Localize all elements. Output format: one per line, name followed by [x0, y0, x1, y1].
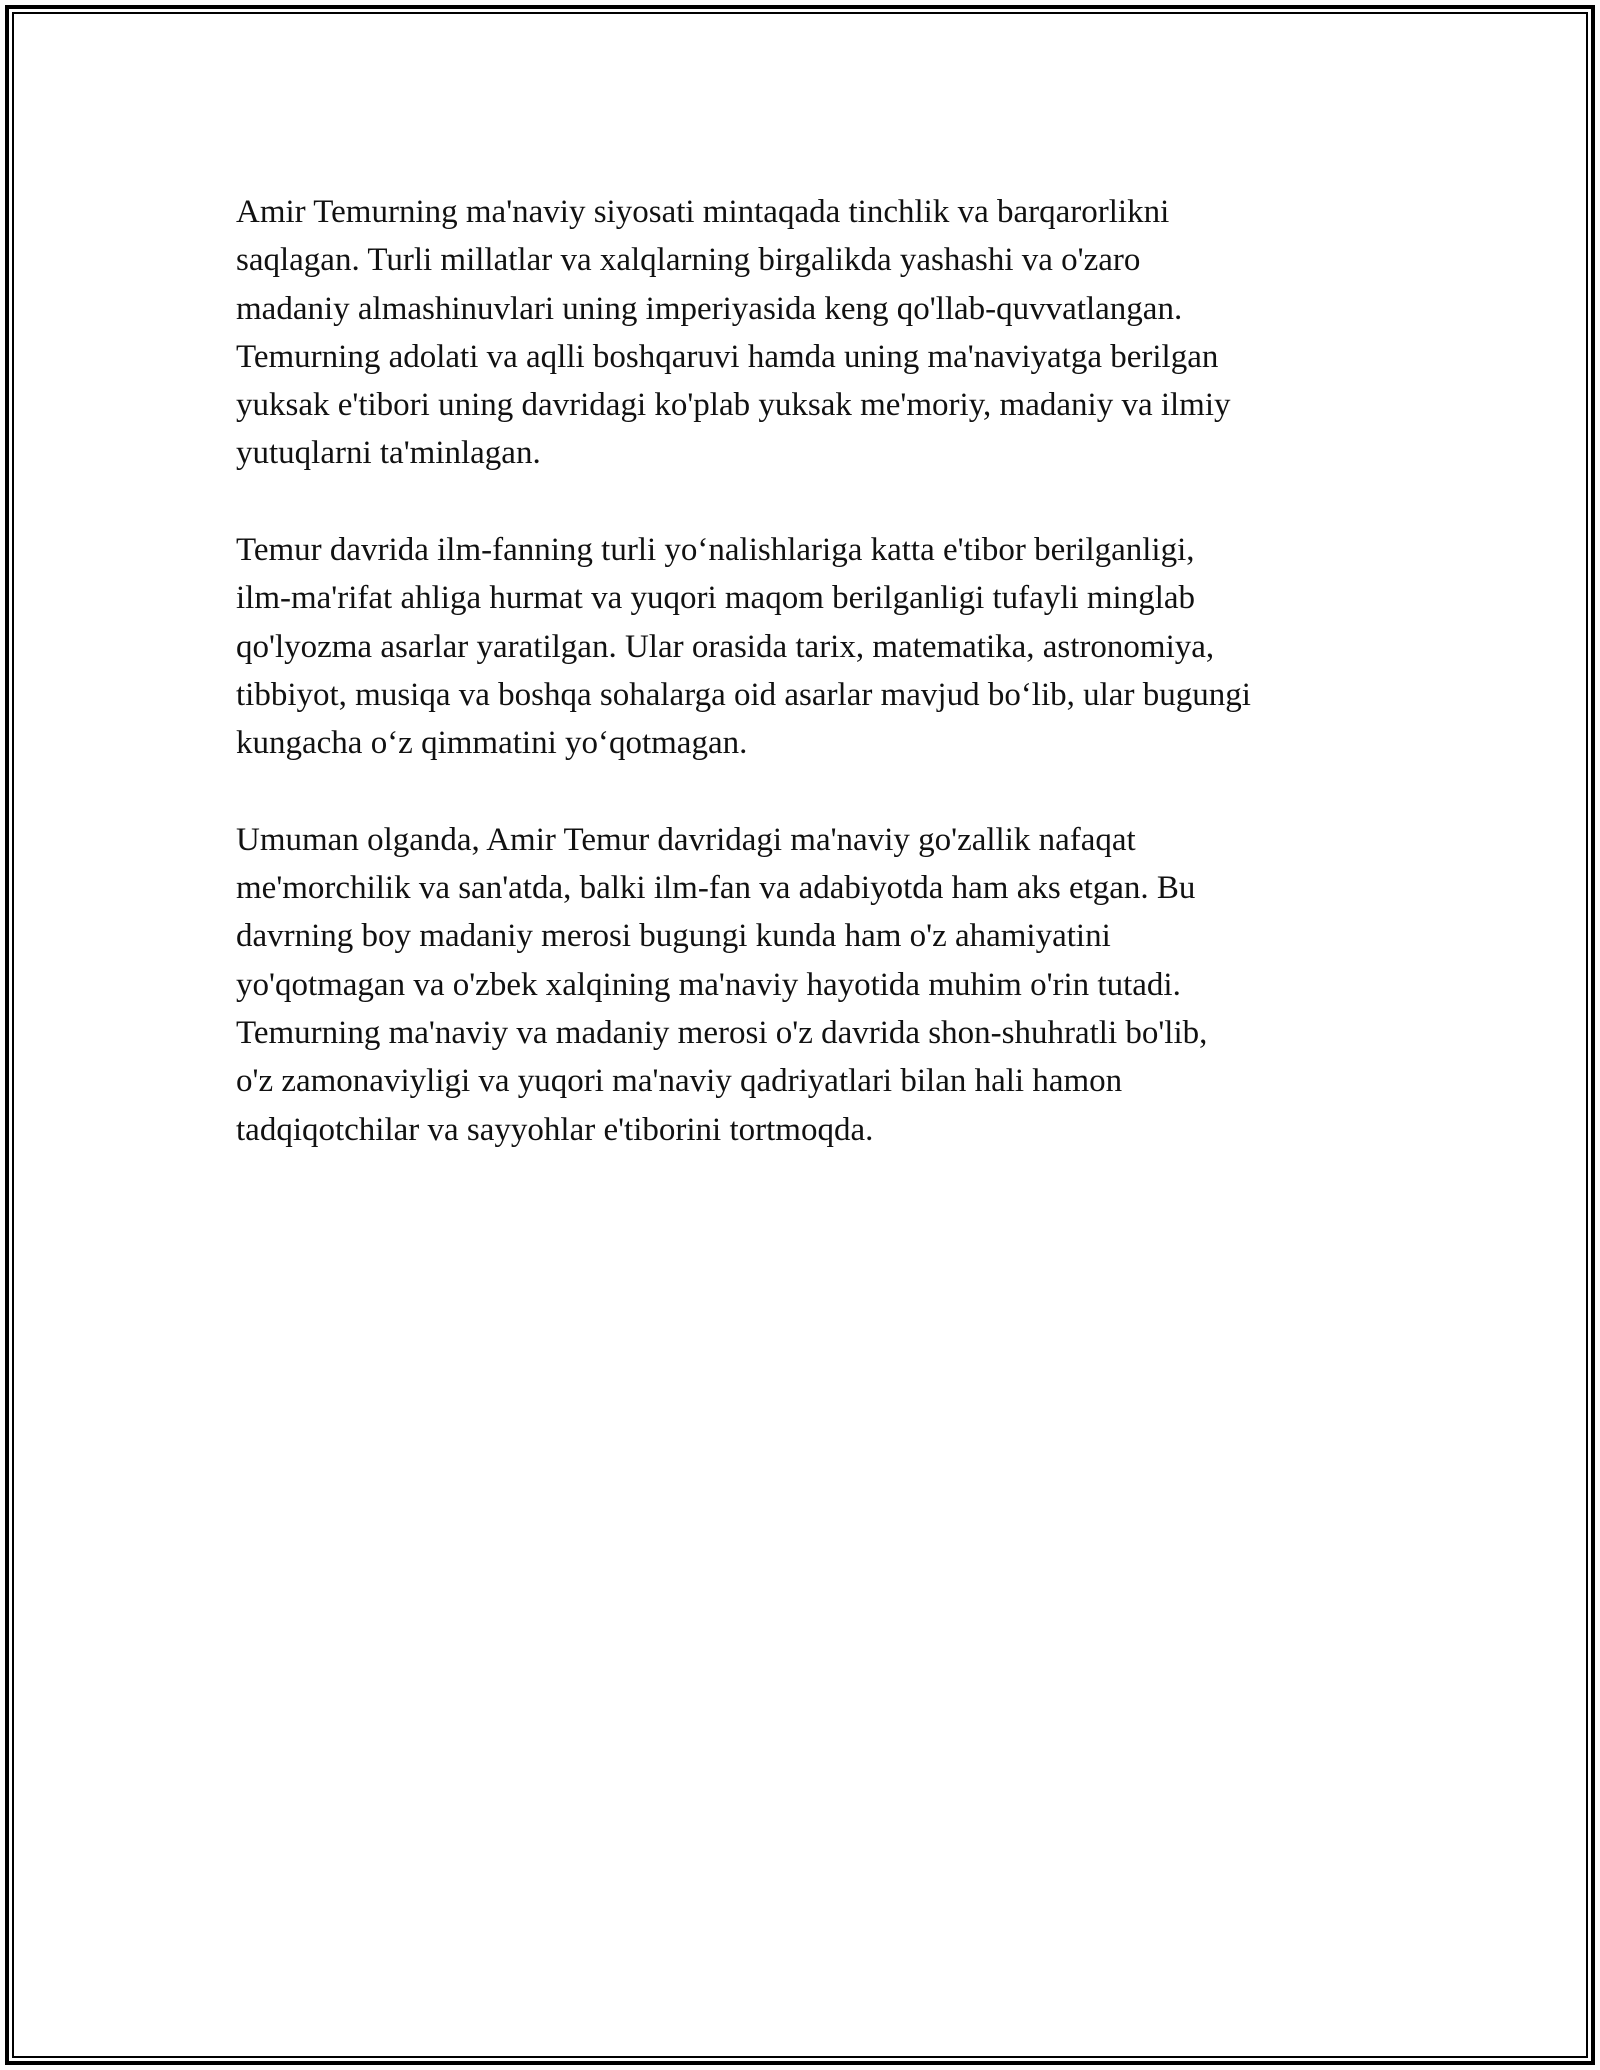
- paragraph-line: qo'lyozma asarlar yaratilgan. Ular orasida tarix, matematika, astronomiya,: [236, 628, 1215, 665]
- paragraph-1: [236, 188, 1406, 478]
- paragraph-line: saqlagan. Turli millatlar va xalqlarning birgalikda yashashi va o'zaro: [236, 242, 1141, 279]
- paragraph-line: madaniy almashinuvlari uning imperiyasida keng qo'llab-quvvatlangan.: [236, 290, 1183, 327]
- paragraph-line: Amir Temurning ma'naviy siyosati mintaqada tinchlik va barqarorlikni: [236, 194, 1170, 230]
- paragraph-line: kungacha o‘z qimmatini yo‘qotmagan.: [236, 725, 748, 762]
- paragraph-line: yuksak e'tibori uning davridagi ko'plab yuksak me'moriy, madaniy va ilmiy: [236, 387, 1231, 424]
- paragraph-line: davrning boy madaniy merosi bugungi kunda ham o'z ahamiyatini: [236, 918, 1111, 955]
- paragraph-line: Umuman olganda, Amir Temur davridagi ma'naviy go'zallik nafaqat: [236, 821, 1136, 858]
- paragraph-line: yo'qotmagan va o'zbek xalqining ma'naviy hayotida muhim o'rin tutadi.: [236, 966, 1181, 1003]
- paragraph-line: me'morchilik va san'atda, balki ilm-fan va adabiyotda ham aks etgan. Bu: [236, 870, 1196, 907]
- paragraph-line: o'z zamonaviyligi va yuqori ma'naviy qadriyatlari bilan hali hamon: [236, 1063, 1123, 1100]
- paragraph-2: [236, 526, 1406, 767]
- paragraph-line: tibbiyot, musiqa va boshqa sohalarga oid asarlar mavjud bo‘lib, ular bugungi: [236, 676, 1251, 713]
- paragraph-line: Temurning adolati va aqlli boshqaruvi hamda uning ma'naviyatga berilgan: [236, 338, 1219, 375]
- paragraph-line: Temur davrida ilm-fanning turli yo‘nalishlariga katta e'tibor berilganligi,: [236, 532, 1195, 569]
- paragraph-line: ilm-ma'rifat ahliga hurmat va yuqori maqom berilganligi tufayli minglab: [236, 580, 1196, 617]
- paragraph-3: [236, 816, 1406, 1154]
- paragraph-line: yutuqlarni ta'minlagan.: [236, 435, 541, 472]
- document-body: [236, 188, 1406, 1202]
- paragraph-line: tadqiqotchilar va sayyohlar e'tiborini tortmoqda.: [236, 1111, 874, 1148]
- paragraph-line: Temurning ma'naviy va madaniy merosi o'z davrida shon-shuhratli bo'lib,: [236, 1015, 1208, 1052]
